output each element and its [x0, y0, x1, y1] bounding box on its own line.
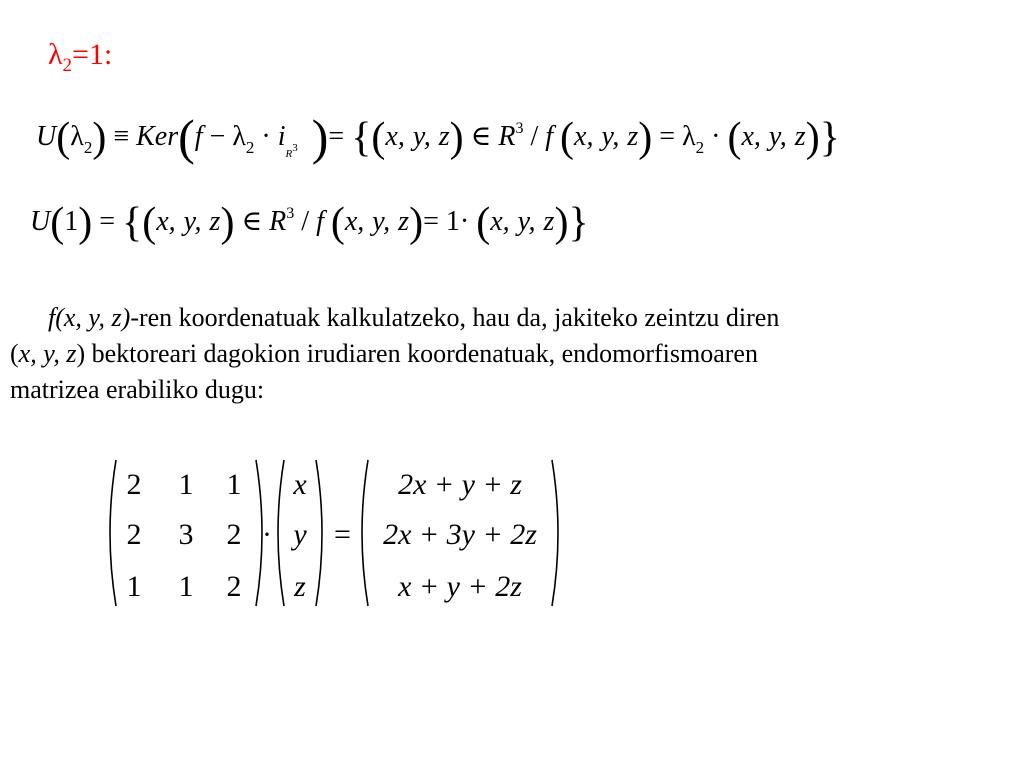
equals-sign: =	[99, 206, 116, 237]
open-paren: (	[330, 200, 345, 246]
y-var: y,	[183, 206, 202, 237]
eigenspace-definition-equation	[36, 109, 840, 165]
U-symbol: U	[30, 206, 51, 237]
x-var: x,	[574, 121, 594, 152]
paragraph-line-1: -ren koordenatuak kalkulatzeko, hau da, jakiteko zeintzu diren	[130, 303, 780, 332]
eigenspace-lambda-one-equation	[30, 202, 589, 244]
R-exponent: 3	[286, 205, 295, 222]
x-var: x,	[385, 121, 405, 152]
matrix-cell: 1	[126, 570, 142, 603]
x-var: x,	[490, 206, 510, 237]
close-paren: )	[92, 115, 107, 161]
open-paren: (	[727, 115, 742, 161]
identity-subscript-R: R	[285, 148, 293, 160]
lambda-symbol: λ	[70, 121, 84, 152]
explanation-paragraph	[10, 300, 1010, 408]
lambda-subscript: 2	[695, 138, 705, 157]
equiv-symbol: ≡	[113, 121, 130, 152]
ker-operator: Ker	[136, 121, 179, 152]
matrix-cell: 1	[178, 468, 194, 501]
z-var: z	[543, 206, 555, 237]
vector-cell: y	[293, 518, 307, 551]
z-var: z	[627, 121, 639, 152]
heading-value: =1:	[72, 38, 113, 71]
vector-vars: x, y, z	[18, 339, 77, 368]
lambda-subscript: 2	[62, 55, 73, 76]
close-paren: )	[220, 200, 235, 246]
close-brace: }	[568, 200, 589, 246]
R-symbol: R	[498, 121, 516, 152]
close-paren: )	[805, 115, 820, 161]
f-symbol: f	[194, 121, 203, 152]
y-var: y,	[517, 206, 536, 237]
element-of-symbol: ∈	[241, 206, 263, 237]
equals-sign: =	[659, 121, 676, 152]
element-of-symbol: ∈	[470, 121, 492, 152]
open-paren: (	[10, 339, 19, 368]
result-cell: 2x + 3y + 2z	[383, 518, 537, 551]
identity-symbol: i	[277, 121, 286, 152]
matrix-cell: 2	[226, 570, 242, 603]
dot-operator: ·	[262, 518, 272, 551]
section-heading	[48, 38, 112, 77]
close-paren: )	[78, 200, 93, 246]
y-var: y,	[412, 121, 431, 152]
lambda-symbol: λ	[48, 38, 63, 71]
such-that-slash: /	[530, 121, 539, 152]
matrix-cell: 1	[178, 570, 194, 603]
x-var: x,	[156, 206, 176, 237]
open-paren: (	[178, 109, 195, 165]
minus-sign: −	[209, 121, 226, 152]
eigenvalue-one: 1	[64, 206, 79, 237]
equals-sign: =	[328, 121, 345, 152]
matrix-cell: 1	[226, 468, 242, 501]
matrix-product-equation	[100, 458, 570, 608]
R-exponent: 3	[515, 120, 524, 137]
matrix-cell: 2	[126, 468, 142, 501]
z-var: z	[438, 121, 450, 152]
close-paren: )	[638, 115, 653, 161]
identity-subscript-exponent: 3	[292, 142, 298, 154]
z-var: z	[209, 206, 221, 237]
lambda-subscript: 2	[83, 138, 93, 157]
vector-cell: x	[293, 468, 307, 501]
open-paren: (	[476, 200, 491, 246]
open-paren: (	[50, 200, 65, 246]
equals-sign: =	[334, 518, 351, 551]
lambda-symbol: λ	[232, 121, 246, 152]
f-symbol: f	[316, 206, 324, 237]
x-var: x,	[741, 121, 761, 152]
close-paren: )	[449, 115, 464, 161]
result-cell: x + y + 2z	[398, 570, 522, 603]
R-symbol: R	[269, 206, 287, 237]
x-var: x,	[344, 206, 365, 237]
close-paren: )	[409, 200, 424, 246]
f-symbol: f	[48, 303, 56, 332]
open-paren: (	[142, 200, 157, 246]
y-var: y,	[372, 206, 391, 237]
paragraph-line-2: ) bektoreari dagokion irudiaren koordenatuak, endomorfismoaren	[76, 339, 758, 368]
vector-cell: z	[294, 570, 306, 603]
lambda-symbol: λ	[682, 121, 696, 152]
open-paren: (	[371, 115, 386, 161]
f-symbol: f	[545, 121, 554, 152]
matrix-cell: 3	[178, 518, 194, 551]
paragraph-line-3: matrizea erabiliko dugu:	[10, 375, 265, 404]
close-paren: )	[554, 200, 569, 246]
matrix-cell: 2	[126, 518, 142, 551]
open-brace: {	[122, 200, 143, 246]
equals-one-dot: = 1·	[423, 206, 470, 237]
lambda-subscript: 2	[245, 138, 255, 157]
close-paren: )	[311, 109, 329, 165]
y-var: y,	[601, 121, 620, 152]
U-symbol: U	[36, 121, 57, 152]
open-paren: (	[560, 115, 575, 161]
y-var: y,	[768, 121, 787, 152]
dot-operator: ·	[711, 121, 721, 152]
result-cell: 2x + y + z	[398, 468, 522, 501]
dot-operator: ·	[261, 121, 271, 152]
f-arguments: (x, y, z)	[55, 303, 131, 332]
such-that-slash: /	[301, 206, 310, 237]
z-var: z	[398, 206, 410, 237]
open-brace: {	[351, 115, 372, 161]
z-var: z	[794, 121, 806, 152]
open-paren: (	[56, 115, 71, 161]
close-brace: }	[819, 115, 840, 161]
matrix-cell: 2	[226, 518, 242, 551]
